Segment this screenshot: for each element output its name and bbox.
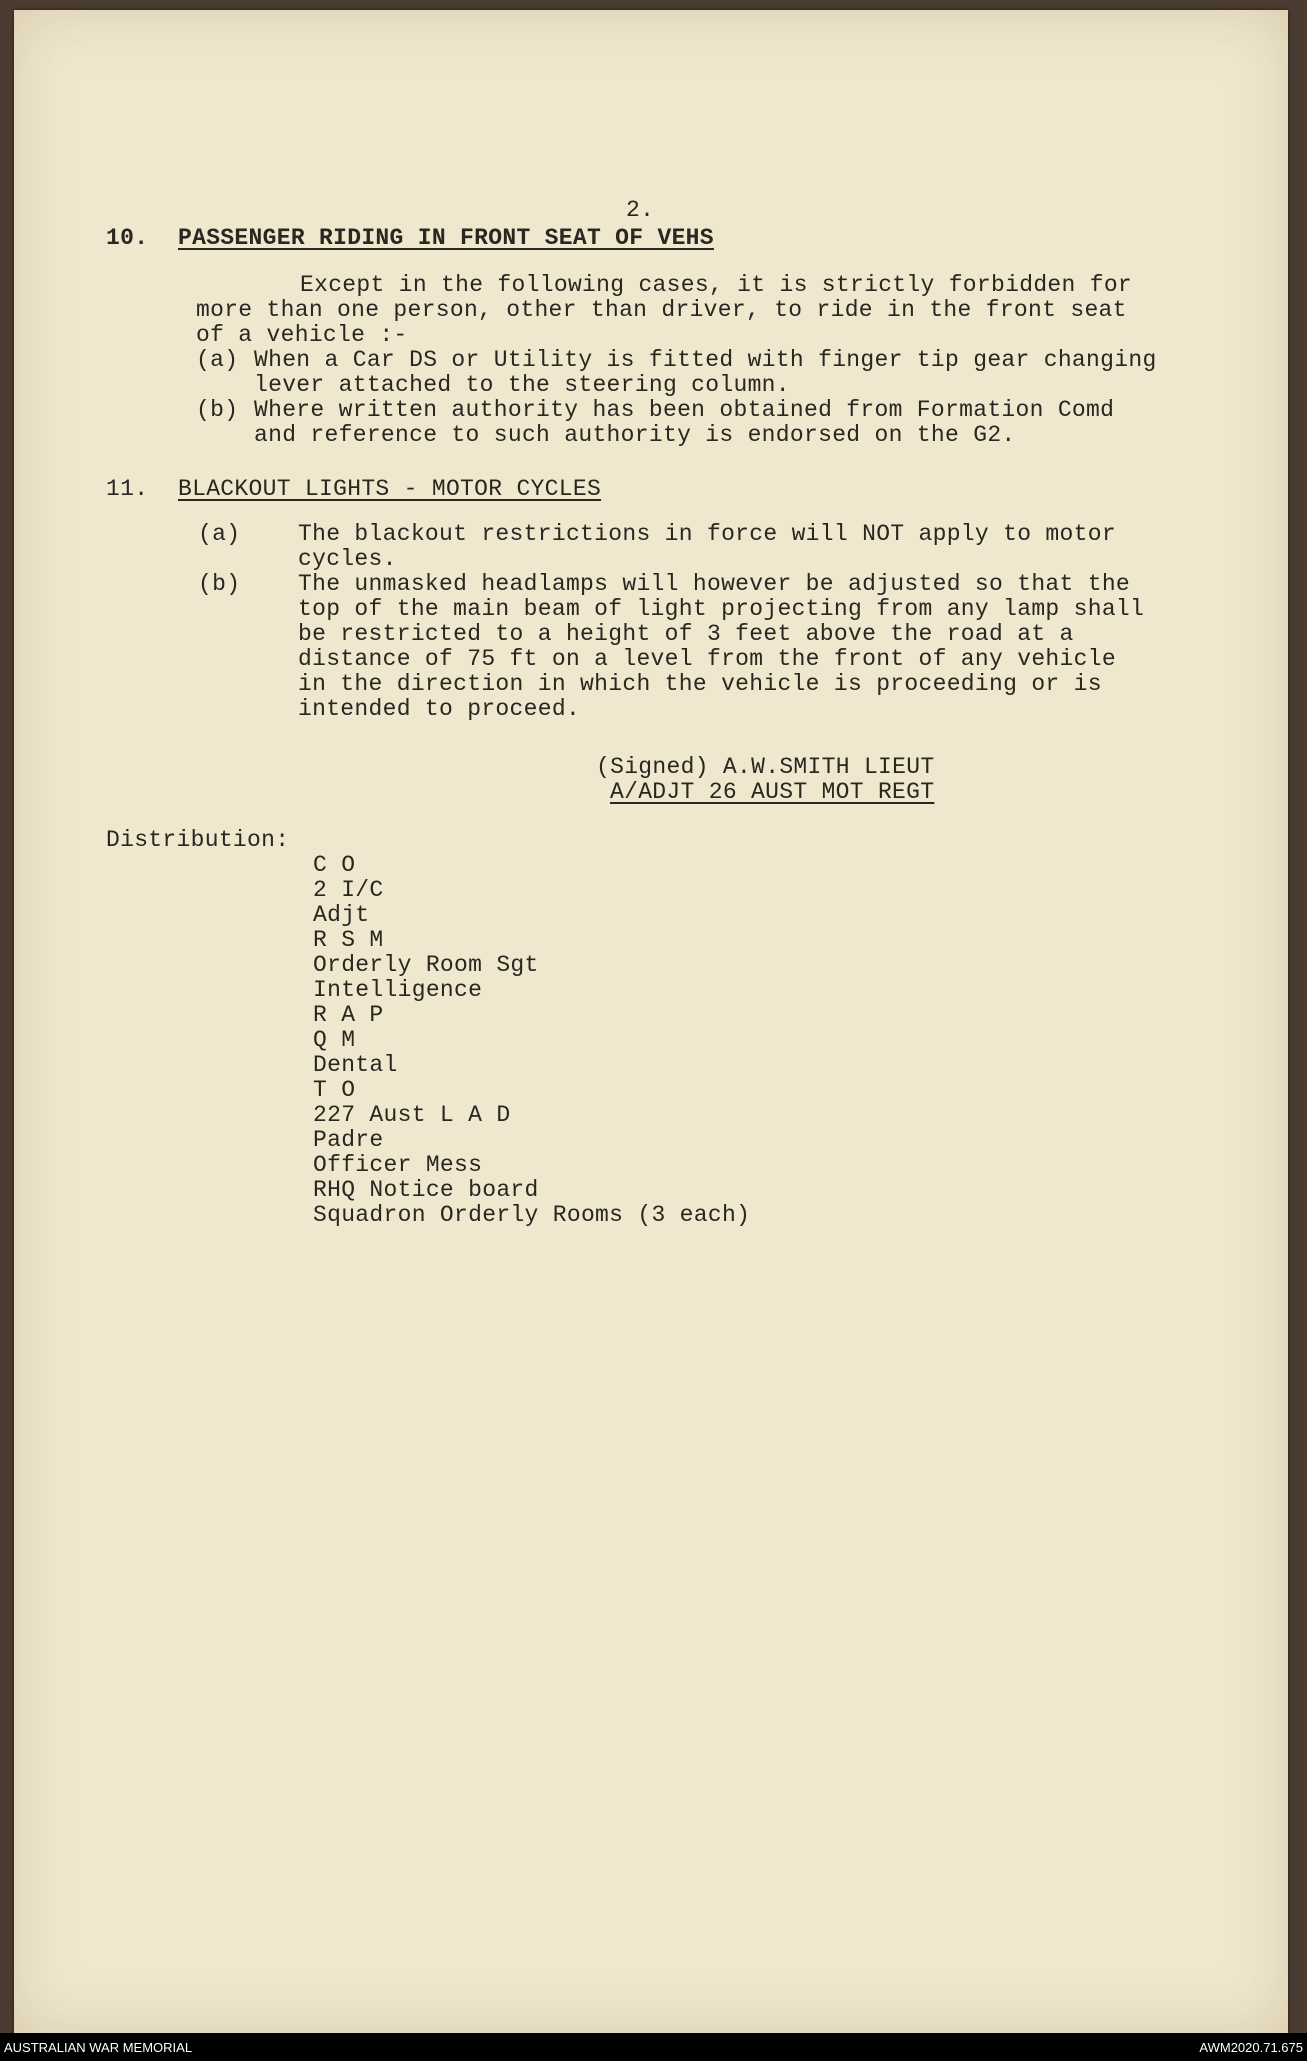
distribution-item: T O: [313, 1077, 356, 1103]
section-10-number: 10.: [106, 225, 149, 251]
section-11-number: 11.: [106, 476, 149, 502]
signature-line-2: A/ADJT 26 AUST MOT REGT: [610, 779, 935, 805]
section-10-item-a-label: (a): [196, 347, 239, 373]
section-10-item-a-line-2: lever attached to the steering column.: [254, 372, 790, 398]
distribution-item: Officer Mess: [313, 1152, 483, 1178]
distribution-item: Q M: [313, 1027, 356, 1053]
section-11-item-a-line-1: The blackout restrictions in force will NOT apply to motor: [298, 521, 1116, 547]
signature-line-1: (Signed) A.W.SMITH LIEUT: [596, 754, 935, 780]
distribution-item: C O: [313, 852, 356, 878]
distribution-item: Squadron Orderly Rooms (3 each): [313, 1202, 751, 1228]
section-11-item-a-line-2: cycles.: [298, 546, 397, 572]
distribution-item: Intelligence: [313, 977, 483, 1003]
section-10-item-a-line-1: When a Car DS or Utility is fitted with finger tip gear changing: [254, 347, 1157, 373]
section-10-heading: PASSENGER RIDING IN FRONT SEAT OF VEHS: [178, 225, 714, 251]
distribution-item: R A P: [313, 1002, 384, 1028]
distribution-item: Adjt: [313, 902, 370, 928]
distribution-item: 227 Aust L A D: [313, 1102, 511, 1128]
footer-right-text: AWM2020.71.675: [1199, 2040, 1303, 2055]
section-11-item-b-label: (b): [198, 571, 241, 597]
distribution-item: Padre: [313, 1127, 384, 1153]
section-11-item-b-line-6: intended to proceed.: [298, 696, 581, 722]
footer-left-text: AUSTRALIAN WAR MEMORIAL: [4, 2040, 193, 2055]
archive-footer: [0, 2033, 1307, 2061]
section-11-item-b-line-4: distance of 75 ft on a level from the front of any vehicle: [298, 646, 1116, 672]
page-number: 2.: [626, 197, 655, 223]
section-10-item-b-line-1: Where written authority has been obtained from Formation Comd: [254, 397, 1115, 423]
section-11-heading: BLACKOUT LIGHTS - MOTOR CYCLES: [178, 476, 602, 502]
section-11-item-a-label: (a): [198, 521, 241, 547]
section-11-item-b-line-1: The unmasked headlamps will however be adjusted so that the: [298, 571, 1131, 597]
distribution-item: 2 I/C: [313, 877, 384, 903]
distribution-item: Orderly Room Sgt: [313, 952, 539, 978]
section-10-intro-line-1: Except in the following cases, it is strictly forbidden for: [300, 272, 1133, 298]
section-10-intro-line-2: more than one person, other than driver, to ride in the front seat: [196, 297, 1127, 323]
document-page: [14, 10, 1288, 2033]
section-10-item-b-line-2: and reference to such authority is endorsed on the G2.: [254, 422, 1016, 448]
distribution-label: Distribution:: [106, 827, 290, 853]
section-11-item-b-line-3: be restricted to a height of 3 feet above the road at a: [298, 621, 1074, 647]
section-10-item-b-label: (b): [196, 397, 239, 423]
section-11-item-b-line-5: in the direction in which the vehicle is proceeding or is: [298, 671, 1102, 697]
distribution-item: Dental: [313, 1052, 398, 1078]
distribution-item: R S M: [313, 927, 384, 953]
distribution-item: RHQ Notice board: [313, 1177, 539, 1203]
section-11-item-b-line-2: top of the main beam of light projecting from any lamp shall: [298, 596, 1145, 622]
section-10-intro-line-3: of a vehicle :-: [196, 322, 408, 348]
